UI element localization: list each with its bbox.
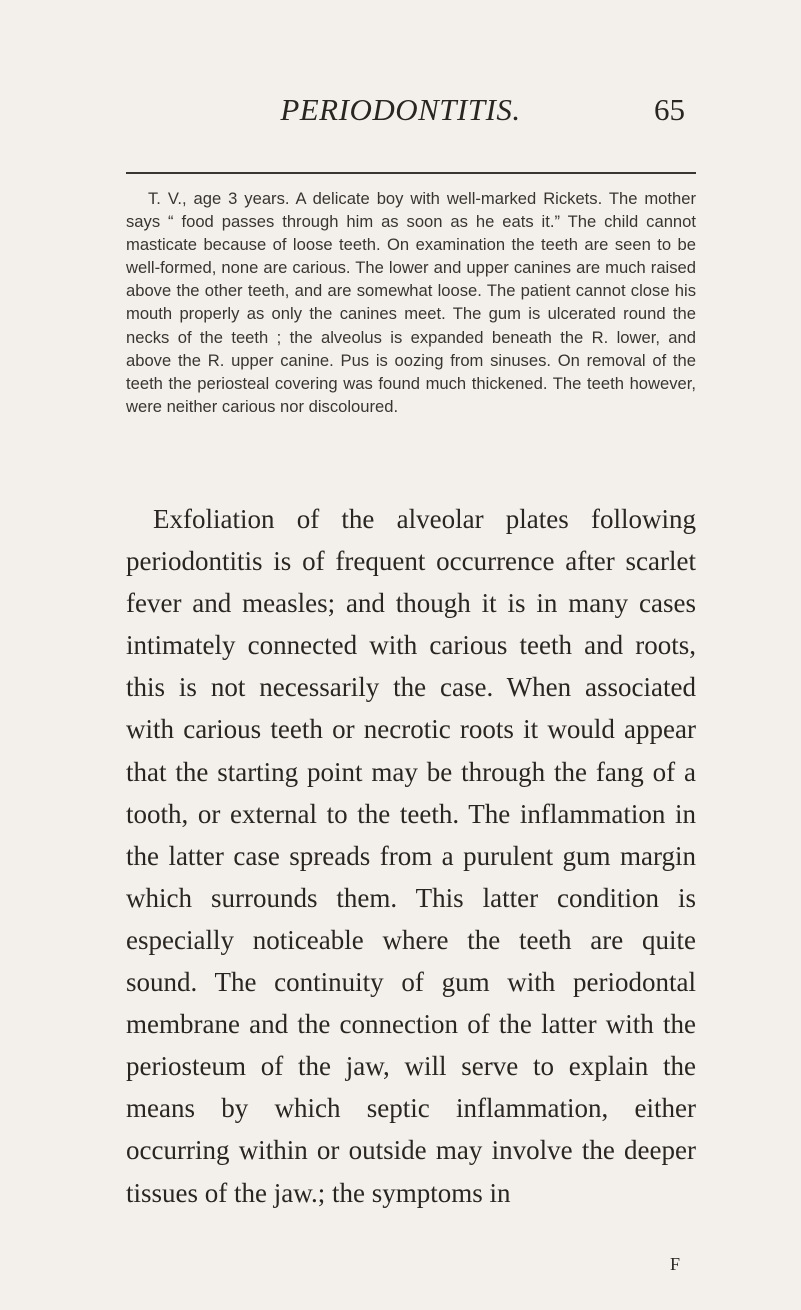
header-rule (126, 172, 696, 174)
running-head: PERIODONTITIS. (280, 92, 521, 127)
page-number: 65 (654, 92, 685, 127)
page-header (0, 92, 801, 142)
signature-mark: F (669, 1254, 680, 1274)
main-body-paragraph: Exfoliation of the alveolar plates following periodontitis is of frequent occurrence after scarlet fever and measles; and though it is in many cases intimately connected with carious teeth and roots, this is not necessarily the case. When associated with carious teeth or necrotic roots it would appear that the starting point may be through the fang of a tooth, or external to the teeth. The inflammation in the latter case spreads from a purulent gum margin which surrounds them. This latter condition is especially noticeable where the teeth are quite sound. The continuity of gum with periodontal membrane and the connection of the latter with the periosteum of the jaw, will serve to explain the means by which septic inflammation, either occurring within or outside may involve the deeper tissues of the jaw.; the symptoms in (126, 504, 696, 1208)
case-note-paragraph: T. V., age 3 years. A delicate boy with well-marked Rickets. The mother says “ food passes through him as soon as he eats it.” The child cannot masticate because of loose teeth. On examination the teeth are seen to be well-formed, none are carious. The lower and upper canines are much raised above the other teeth, and are somewhat loose. The patient cannot close his mouth properly as only the canines meet. The gum is ulcerated round the necks of the teeth ; the alveolus is expanded beneath the R. lower, and above the R. upper canine. Pus is oozing from sinuses. On removal of the teeth the periosteal covering was found much thickened. The teeth however, were neither carious nor discoloured. (126, 189, 696, 416)
